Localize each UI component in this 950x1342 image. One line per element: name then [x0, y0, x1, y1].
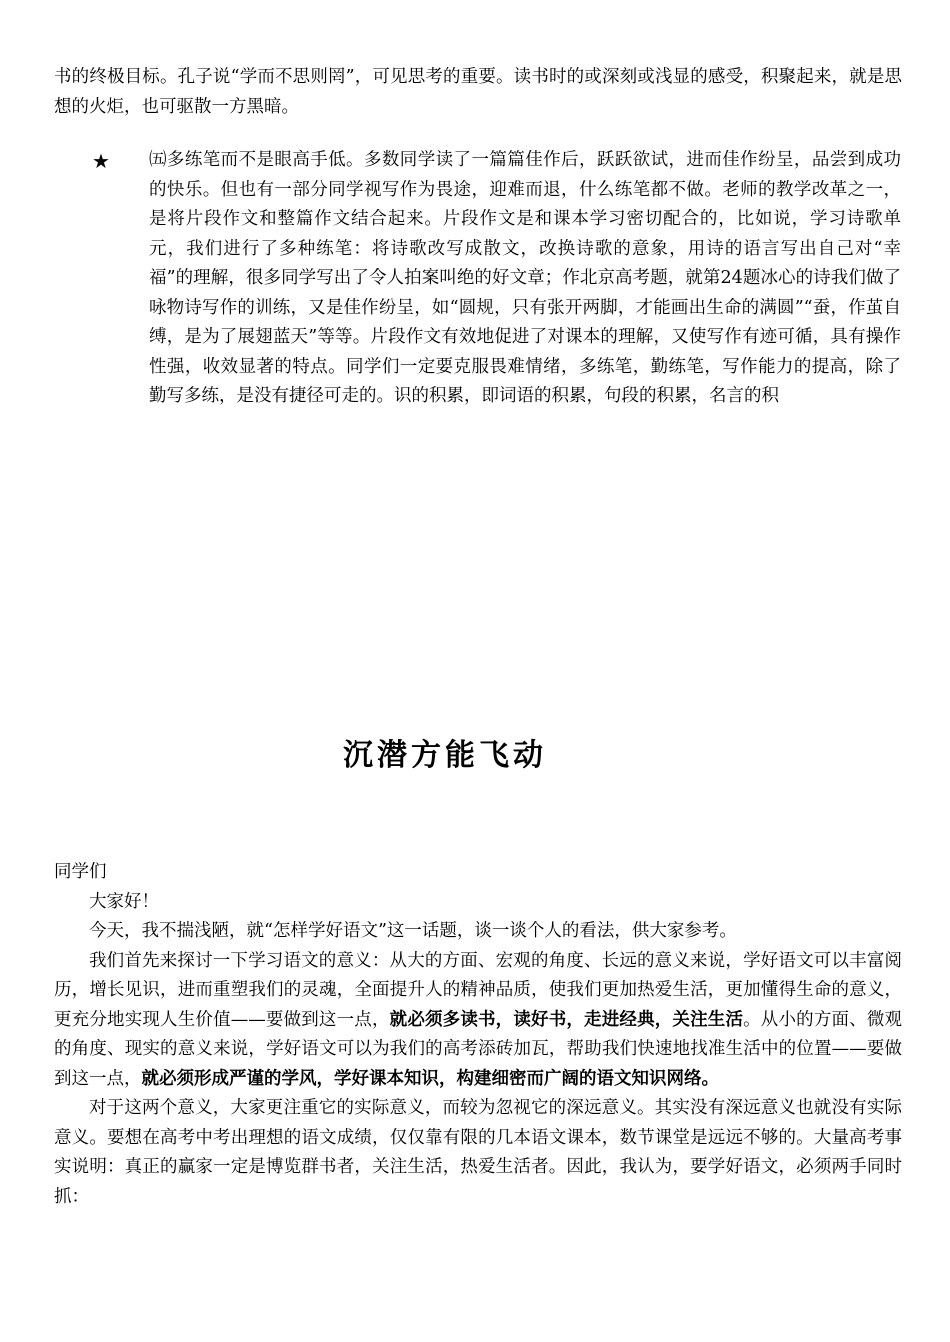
salutation: 同学们 — [54, 862, 107, 882]
article-body — [54, 858, 902, 1212]
paragraph-1: 今天，我不揣浅陋，就“怎样学好语文”这一话题，谈一谈个人的看法，供大家参考。 — [89, 921, 737, 941]
article-title: 沉潜方能飞动 — [343, 738, 547, 773]
paragraph-2-bold-2: 就必须形成严谨的学风，学好课本知识，构建细密而广阔的语文知识网络。 — [141, 1068, 719, 1089]
paragraph-2-text-b: 。从小的方面、微观的角度、现实的意义来说，学好语文可以为我们的高考添砖加瓦，帮助我们快速地找准生活中的位置——要做到这一点， — [54, 1009, 903, 1089]
bullet-paragraph: ㈤多练笔而不是眼高手低。多数同学读了一篇篇佳作后，跃跃欲试，进而佳作纷呈，品尝到成功的快乐。但也有一部分同学视写作为畏途，迎难而退，什么练笔都不做。老师的教学改革之一，是将片段作文和整篇作文结合起来。片段作文是和课本学习密切配合的，比如说，学习诗歌单元，我们进行了多种练笔：将诗歌改写成散文，改换诗歌的意象，用诗的语言写出自己对“幸福”的理解，很多同学写出了令人拍案叫绝的好文章；作北京高考题，就第24题冰心的诗我们做了咏物诗写作的训练，又是佳作纷呈，如“圆规，只有张开两脚，才能画出生命的满圆”“蚕，作茧自缚，是为了展翅蓝天”等等。片段作文有效地促进了对课本的理解，又使写作有迹可循，具有操作性强，收效显著的特点。同学们一定要克服畏难情绪，多练笔，勤练笔，写作能力的提高，除了勤写多练，是没有捷径可走的。识的积累，即词语的积累，句段的积累，名言的积 — [149, 150, 901, 406]
paragraph-3: 对于这两个意义，大家更注重它的实际意义，而较为忽视它的深远意义。其实没有深远意义也就没有实际意义。要想在高考中考出理想的语文成绩，仅仅靠有限的几本语文课本，数节课堂是远远不够的。大量高考事实说明：真正的赢家一定是博览群书者，关注生活，热爱生活者。因此，我认为，要学好语文，必须两手同时抓： — [54, 1098, 902, 1207]
star-bullet-icon: ★ — [92, 149, 110, 173]
greeting: 大家好！ — [89, 891, 159, 912]
intro-paragraph: 书的终极目标。孔子说“学而不思则罔”，可见思考的重要。读书时的或深刻或浅显的感受，积聚起来，就是思想的火炬，也可驱散一方黑暗。 — [54, 67, 902, 117]
paragraph-2-text-a: 我们首先来探讨一下学习语文的意义：从大的方面、宏观的角度、长远的意义来说，学好语文可以丰富阅历，增长见识，进而重塑我们的灵魂，全面提升人的精神品质，使我们更加热爱生活，更加懂得生命的意义，更充分地实现人生价值——要做到这一点， — [54, 950, 902, 1030]
paragraph-2 — [54, 947, 902, 1095]
paragraph-2-bold-1: 就必须多读书，读好书，走进经典，关注生活 — [389, 1009, 744, 1030]
